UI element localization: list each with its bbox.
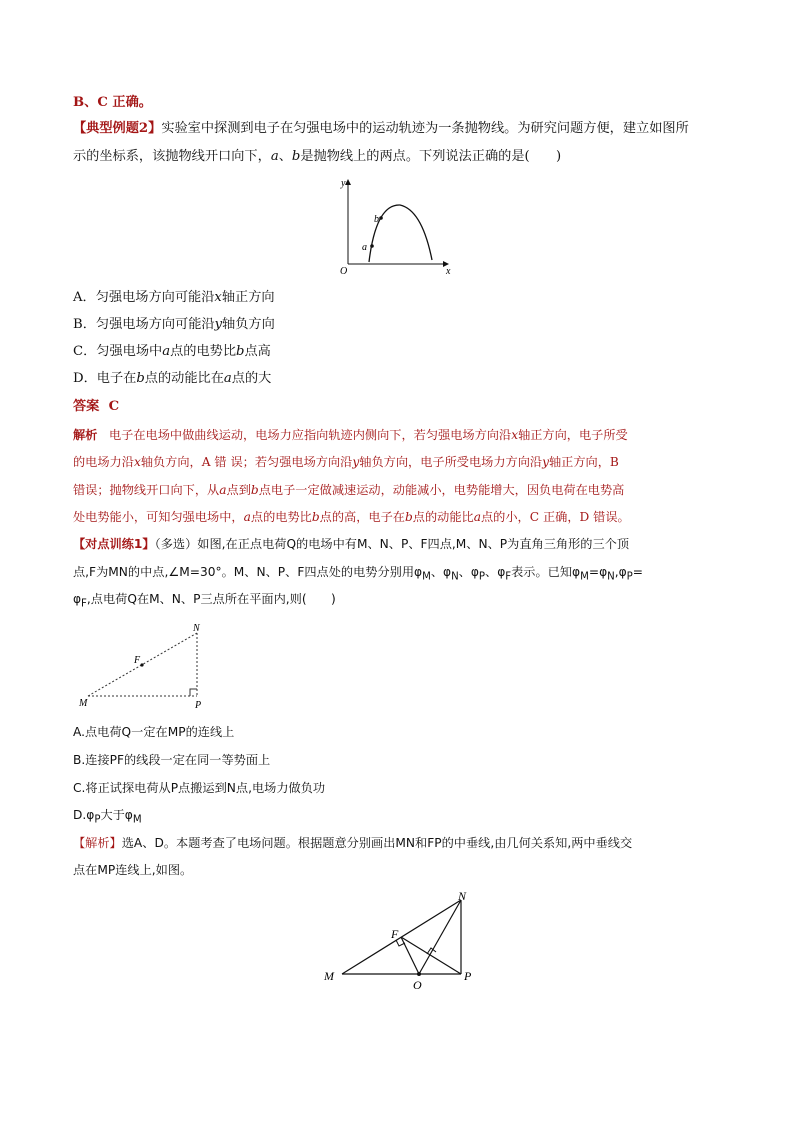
- var-b: b: [404, 510, 413, 524]
- option-text: 点的电势比: [170, 344, 237, 359]
- point-a: [370, 244, 374, 248]
- separator: 、: [278, 149, 292, 164]
- training1-stem-line1: [73, 535, 629, 553]
- training1-stem-line3: [73, 590, 336, 613]
- example2-stem-line1: [73, 120, 689, 138]
- triangle-mnp-figure: [78, 622, 218, 712]
- analysis-text: 点的电势比: [250, 510, 312, 524]
- label-p: P: [195, 700, 202, 711]
- label-o: O: [413, 978, 422, 992]
- analysis-text: 点到: [226, 483, 251, 497]
- option-text: 轴正方向: [221, 290, 275, 305]
- solution-label: 【解析】: [73, 836, 122, 850]
- analysis-text: 点的小，C 正确，D 错误。: [481, 510, 630, 524]
- analysis-line4: [73, 508, 630, 526]
- answer-line: [73, 398, 119, 416]
- analysis-text: 错误；抛物线开口向下，从: [73, 483, 220, 497]
- stem-text: ,点电荷Q在M、N、P三点所在平面内,则( ): [86, 592, 336, 606]
- subscript: P: [626, 571, 633, 583]
- training1-stem-line2: [73, 563, 643, 586]
- stem-text: =: [632, 565, 643, 579]
- stem-text: ,φ: [614, 565, 627, 579]
- training-option-a: A.点电荷Q一定在MP的连线上: [73, 725, 235, 739]
- option-text: 大于φ: [100, 808, 133, 822]
- subscript: N: [451, 571, 459, 583]
- var-y: y: [214, 317, 223, 332]
- subscript: M: [132, 814, 142, 826]
- stem-text: =φ: [588, 565, 608, 579]
- var-x: x: [511, 428, 519, 442]
- stem-text: 、φ: [430, 565, 452, 579]
- stem-text: 、φ: [485, 565, 506, 579]
- var-b: b: [250, 483, 259, 497]
- stem-text: 表示。已知φ: [511, 565, 581, 579]
- subscript: M: [580, 571, 589, 583]
- solution-line2: 点在MP连线上,如图。: [73, 863, 193, 877]
- option-text: D.φ: [73, 808, 95, 822]
- label-p: P: [464, 969, 472, 983]
- option-text: 点的大: [231, 371, 272, 386]
- stem-text: 是抛物线上的两点。下列说法正确的是( ): [300, 149, 562, 164]
- stem-text: 示的坐标系，该抛物线开口向下，: [73, 149, 271, 164]
- analysis-text: 点的高，电子在: [319, 510, 405, 524]
- example2-stem-line2: [73, 148, 561, 166]
- answer-value: C: [108, 399, 120, 414]
- example2-stem-text1: 实验室中探测到电子在匀强电场中的运动轨迹为一条抛物线。为研究问题方便，建立如图所: [161, 121, 689, 136]
- analysis-text: 轴正方向，B: [548, 455, 619, 469]
- var-b: b: [236, 344, 245, 359]
- point-a-label: a: [362, 242, 367, 253]
- origin-label: O: [340, 266, 348, 277]
- subscript: F: [505, 571, 512, 583]
- option-a: [73, 289, 275, 307]
- y-axis-label: y: [341, 178, 346, 189]
- var-b: b: [136, 371, 145, 386]
- training-option-c: C.将正试探电荷从P点搬运到N点,电场力做负功: [73, 781, 326, 795]
- parabola-trajectory-figure: [330, 172, 460, 280]
- var-x: x: [133, 455, 141, 469]
- option-text: B．匀强电场方向可能沿: [73, 317, 215, 332]
- point-b-label: b: [374, 214, 379, 225]
- option-text: 轴负方向: [222, 317, 275, 332]
- option-text: D．电子在: [73, 371, 137, 386]
- option-text: 点的动能比在: [144, 371, 224, 386]
- training-option-d: [73, 806, 142, 829]
- option-text: A．匀强电场方向可能沿: [73, 290, 215, 305]
- analysis-label: 解析: [73, 428, 98, 442]
- point-f: [140, 663, 143, 666]
- solution-line1: [73, 834, 632, 852]
- subscript: N: [607, 571, 615, 583]
- var-y: y: [542, 455, 549, 469]
- label-f: F: [391, 927, 399, 941]
- analysis-text: 轴正方向，电子所受: [518, 428, 628, 442]
- point-o: [417, 972, 421, 976]
- label-f: F: [134, 655, 141, 666]
- subscript: P: [94, 814, 101, 826]
- option-c: [73, 343, 271, 361]
- stem-text: φ: [73, 592, 82, 606]
- analysis-text: 点电子一定做减速运动，动能减小，电势能增大，因负电荷在电势高: [258, 483, 625, 497]
- x-axis-label: x: [446, 266, 451, 277]
- training1-tag: 【对点训练1】: [73, 537, 155, 551]
- var-a: a: [270, 149, 279, 164]
- stem-text: 、φ: [458, 565, 479, 579]
- var-a: a: [243, 510, 251, 524]
- right-angle-mark: [190, 689, 197, 696]
- example2-tag: 【典型例题2】: [73, 121, 162, 136]
- var-b: b: [291, 149, 301, 164]
- label-n: N: [458, 889, 467, 903]
- analysis-text: 电子在电场中做曲线运动，电场力应指向轨迹内侧向下，若匀强电场方向沿: [109, 428, 512, 442]
- training-option-b: B.连接PF的线段一定在同一等势面上: [73, 753, 271, 767]
- subscript: M: [422, 571, 431, 583]
- analysis-line1: [73, 426, 628, 444]
- point-b: [379, 216, 383, 220]
- var-a: a: [219, 483, 227, 497]
- previous-answer-conclusion: B、C 正确。: [73, 95, 152, 110]
- var-b: b: [311, 510, 320, 524]
- var-x: x: [214, 290, 222, 305]
- analysis-text: 轴负方向，电子所受电场力方向沿: [359, 455, 543, 469]
- subscript: F: [81, 598, 87, 610]
- analysis-text: 轴负方向，A 错 误；若匀强电场方向沿: [140, 455, 353, 469]
- answer-label: 答案: [73, 399, 100, 414]
- label-n: N: [193, 623, 200, 634]
- analysis-text: 处电势能小，可知匀强电场中，: [73, 510, 244, 524]
- stem-text: （多选）如图,在正点电荷Q的电场中有M、N、P、F四点,M、N、P为直角三角形的三个顶: [154, 537, 630, 551]
- solution-text: 选A、D。本题考查了电场问题。根据题意分别画出MN和FP的中垂线,由几何关系知,两中垂线交: [121, 836, 633, 850]
- segment-no: [419, 900, 461, 974]
- var-a: a: [223, 371, 232, 386]
- var-a: a: [162, 344, 171, 359]
- stem-text: 点,F为MN的中点,∠M=30°。M、N、P、F四点处的电势分别用φ: [73, 565, 423, 579]
- analysis-text: 点的动能比: [412, 510, 474, 524]
- subscript: P: [478, 571, 486, 583]
- perpendicular-bisector-figure: [318, 888, 488, 993]
- analysis-line3: [73, 481, 624, 499]
- var-a: a: [473, 510, 481, 524]
- analysis-text: 的电场力沿: [73, 455, 134, 469]
- option-b: [73, 316, 275, 334]
- option-d: [73, 370, 271, 388]
- option-text: C．匀强电场中: [73, 344, 163, 359]
- option-text: 点高: [244, 344, 271, 359]
- analysis-line2: [73, 453, 619, 471]
- label-m: M: [324, 969, 334, 983]
- var-y: y: [352, 455, 360, 469]
- label-m: M: [79, 698, 88, 709]
